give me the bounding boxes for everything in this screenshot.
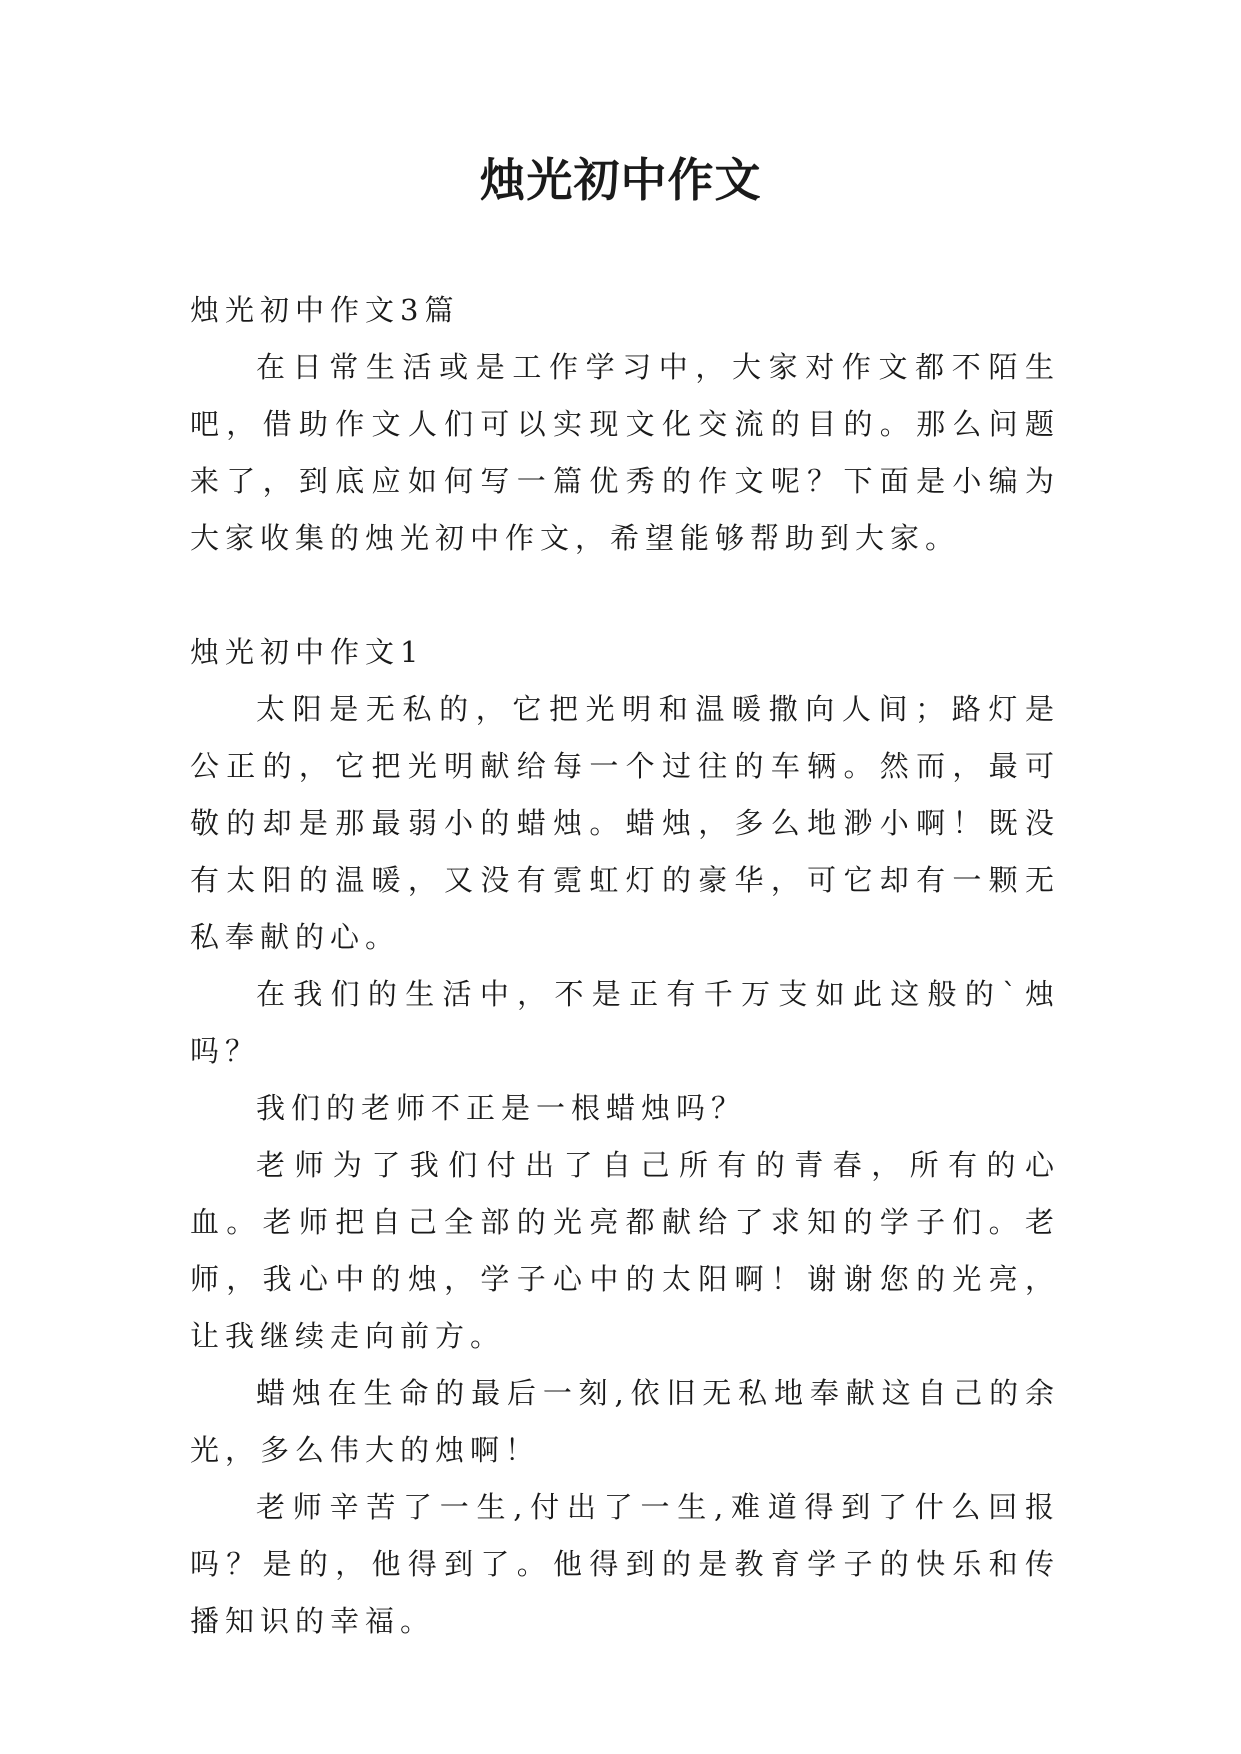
- section-spacer: [190, 567, 1060, 624]
- essay-1-heading: 烛光初中作文1: [190, 635, 425, 669]
- document-title: 烛光初中作文: [479, 153, 762, 207]
- essay-1-paragraph: 蜡烛在生命的最后一刻,依旧无私地奉献这自己的余光，多么伟大的烛啊！: [190, 1376, 1060, 1467]
- intro-heading: 烛光初中作文3篇: [190, 293, 460, 327]
- essay-1-paragraph: 老师辛苦了一生,付出了一生,难道得到了什么回报吗？是的，他得到了。他得到的是教育学子的快乐和传播知识的幸福。: [190, 1490, 1060, 1638]
- intro-paragraph: 在日常生活或是工作学习中，大家对作文都不陌生吧，借助作文人们可以实现文化交流的目的。那么问题来了，到底应如何写一篇优秀的作文呢？下面是小编为大家收集的烛光初中作文，希望能够帮助到大家。: [190, 350, 1060, 555]
- essay-1-paragraph: 太阳是无私的，它把光明和温暖撒向人间；路灯是公正的，它把光明献给每一个过往的车辆。然而，最可敬的却是那最弱小的蜡烛。蜡烛，多么地渺小啊！既没有太阳的温暖，又没有霓虹灯的豪华，可它却有一颗无私奉献的心。: [190, 692, 1060, 954]
- essay-1-paragraph: 老师为了我们付出了自己所有的青春，所有的心血。老师把自己全部的光亮都献给了求知的学子们。老师，我心中的烛，学子心中的太阳啊！谢谢您的光亮，让我继续走向前方。: [190, 1148, 1060, 1353]
- essay-1-paragraph: 在我们的生活中，不是正有千万支如此这般的`烛吗？: [190, 977, 1060, 1068]
- document-body: [190, 282, 1060, 1650]
- essay-1-paragraph: 我们的老师不正是一根蜡烛吗？: [256, 1091, 747, 1125]
